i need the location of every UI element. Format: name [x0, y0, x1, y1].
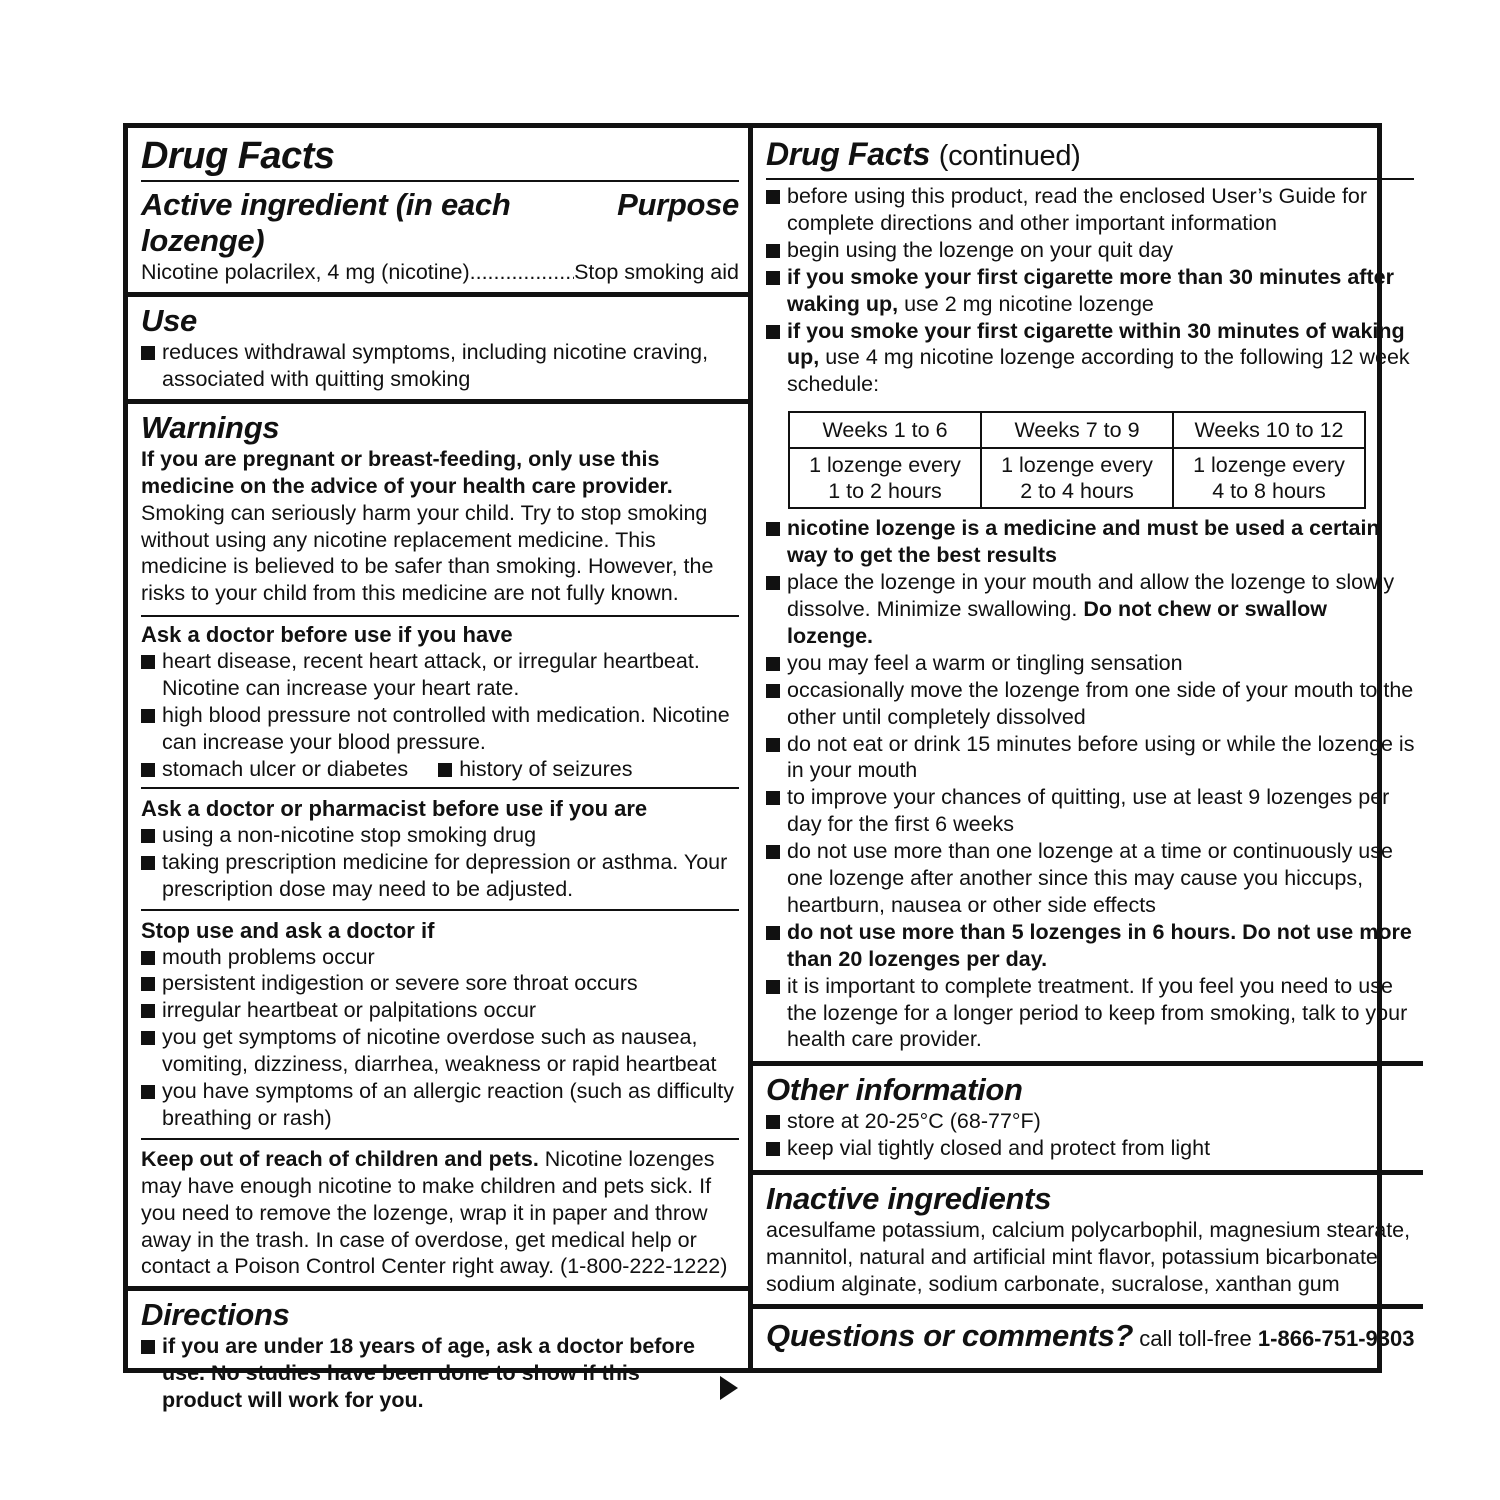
- list-item: persistent indigestion or severe sore throat occurs: [141, 970, 739, 997]
- ask-pharmacist-heading: Ask a doctor or pharmacist before use if you are: [141, 795, 648, 821]
- active-ingredient-purpose: Stop smoking aid: [574, 260, 739, 284]
- ask-doctor-list: [141, 648, 739, 783]
- list-item: if you smoke your first cigarette within 30 minutes of waking up, use 4 mg nicotine lozenge according to the following 12 week schedule:: [766, 318, 1414, 399]
- other-information-section: [753, 1061, 1423, 1170]
- phone-number: 1-866-751-9303: [1257, 1325, 1415, 1351]
- continued-label: (continued): [938, 140, 1081, 172]
- purpose-heading: Purpose: [617, 187, 739, 222]
- ask-doctor-inline-items: [141, 756, 739, 783]
- table-cell: 1 lozenge every 2 to 4 hours: [981, 448, 1173, 508]
- ask-pharmacist-list: [141, 822, 739, 903]
- pregnancy-warning: [141, 446, 739, 607]
- list-item: irregular heartbeat or palpitations occur: [141, 997, 739, 1024]
- use-heading: Use: [141, 303, 197, 338]
- directions-section: [128, 1286, 748, 1414]
- list-item: using a non-nicotine stop smoking drug: [141, 822, 739, 849]
- directions-list-b: [766, 515, 1414, 1053]
- other-information-list: [766, 1108, 1414, 1162]
- drug-facts-title-right: Drug Facts: [766, 136, 931, 172]
- questions-section: [753, 1304, 1423, 1368]
- left-column: [128, 128, 753, 1413]
- drug-facts-continued-title: [766, 134, 1414, 176]
- list-item: you get symptoms of nicotine overdose such as nausea, vomiting, dizziness, diarrhea, weakness or rapid heartbeat: [141, 1024, 739, 1078]
- keep-out-of-reach-text: Nicotine lozenges may have enough nicotine to make children and pets sick. If you need to remove the lozenge, wrap it in paper and throw away in the trash. In case of overdose, get medical help or contact a Poison Control Center right away. (1-800-222-1222): [141, 1146, 728, 1279]
- questions-text: call toll-free: [1133, 1325, 1258, 1351]
- drug-facts-panel: [123, 123, 1415, 1413]
- list-item: history of seizures: [438, 756, 632, 783]
- list-item: do not eat or drink 15 minutes before using or while the lozenge is in your mouth: [766, 731, 1414, 785]
- active-ingredient-heading: Active ingredient (in each lozenge): [141, 187, 511, 258]
- keep-out-of-reach-bold: Keep out of reach of children and pets.: [141, 1146, 539, 1171]
- questions-line: [766, 1318, 1414, 1359]
- keep-out-of-reach: [141, 1146, 739, 1281]
- directions-heading: Directions: [141, 1297, 290, 1333]
- inactive-ingredients-section: [753, 1170, 1423, 1304]
- list-item: if you smoke your first cigarette more than 30 minutes after waking up, use 2 mg nicotine lozenge: [766, 264, 1414, 318]
- table-cell: Weeks 10 to 12: [1173, 412, 1365, 448]
- list-item: mouth problems occur: [141, 944, 739, 971]
- list-item: heart disease, recent heart attack, or irregular heartbeat. Nicotine can increase your heart rate.: [141, 648, 739, 702]
- dosing-schedule-table: [788, 411, 1366, 509]
- list-item: it is important to complete treatment. If you feel you need to use the lozenge for a longer period to keep from smoking, talk to your health care provider.: [766, 973, 1414, 1054]
- list-item: to improve your chances of quitting, use at least 9 lozenges per day for the first 6 weeks: [766, 784, 1414, 838]
- stop-use-heading: Stop use and ask a doctor if: [141, 917, 435, 943]
- list-item: taking prescription medicine for depression or asthma. Your prescription dose may need to be adjusted.: [141, 849, 739, 903]
- list-item: you may feel a warm or tingling sensation: [766, 650, 1414, 677]
- list-item: high blood pressure not controlled with medication. Nicotine can increase your blood pressure.: [141, 702, 739, 756]
- stop-use-list: [141, 944, 739, 1132]
- directions-list-a: [766, 183, 1414, 398]
- use-list: [141, 339, 739, 393]
- table-row: [789, 448, 1365, 508]
- inactive-ingredients-text: acesulfame potassium, calcium polycarbophil, magnesium stearate, mannitol, natural and artificial mint flavor, potassium bicarbonate, sodium alginate, sodium carbonate, sucralose, xanthan gum: [766, 1218, 1411, 1296]
- list-item: do not use more than 5 lozenges in 6 hours. Do not use more than 20 lozenges per day.: [766, 919, 1414, 973]
- active-ingredient-name: Nicotine polacrilex, 4 mg (nicotine): [141, 260, 470, 284]
- list-item: place the lozenge in your mouth and allow the lozenge to slowly dissolve. Minimize swallowing. Do not chew or swallow lozenge.: [766, 569, 1414, 650]
- use-section: [128, 292, 748, 399]
- header-section: [128, 128, 748, 292]
- warnings-section: [128, 399, 748, 1287]
- list-item: if you are under 18 years of age, ask a doctor before use. No studies have been done to show if this product will work for you.: [141, 1333, 739, 1414]
- list-item: store at 20-25°C (68-77°F): [766, 1108, 1414, 1135]
- table-cell: Weeks 7 to 9: [981, 412, 1173, 448]
- list-item: reduces withdrawal symptoms, including nicotine craving, associated with quitting smoking: [141, 339, 739, 393]
- continue-arrow-icon: [720, 1376, 738, 1400]
- directions-continued-section: [753, 128, 1423, 1061]
- right-column: [753, 128, 1423, 1368]
- table-row: [789, 412, 1365, 448]
- list-item: occasionally move the lozenge from one side of your mouth to the other until completely dissolved: [766, 677, 1414, 731]
- pregnancy-warning-text: Smoking can seriously harm your child. Try to stop smoking without using any nicotine replacement medicine. This medicine is believed to be safer than smoking. However, the risks to your child from this medicine are not fully known.: [141, 500, 714, 606]
- other-information-heading: Other information: [766, 1072, 1023, 1108]
- list-item: do not use more than one lozenge at a time or continuously use one lozenge after another since this may cause you hiccups, heartburn, nausea or other side effects: [766, 838, 1414, 919]
- drug-facts-title: Drug Facts: [141, 135, 335, 177]
- leader-dots: [470, 259, 574, 286]
- active-ingredient-line: [141, 259, 739, 286]
- list-item: you have symptoms of an allergic reaction (such as difficulty breathing or rash): [141, 1078, 739, 1132]
- warnings-heading: Warnings: [141, 409, 280, 445]
- pregnancy-warning-bold: If you are pregnant or breast-feeding, only use this medicine on the advice of your health care provider.: [141, 446, 673, 498]
- list-item: begin using the lozenge on your quit day: [766, 237, 1414, 264]
- list-item: keep vial tightly closed and protect from light: [766, 1135, 1414, 1162]
- ask-doctor-heading: Ask a doctor before use if you have: [141, 622, 513, 648]
- inactive-ingredients-heading: Inactive ingredients: [766, 1181, 1052, 1217]
- questions-heading: Questions or comments?: [766, 1317, 1134, 1353]
- list-item: nicotine lozenge is a medicine and must be used a certain way to get the best results: [766, 515, 1414, 569]
- active-ingredient-header: [141, 187, 739, 259]
- list-item: before using this product, read the enclosed User’s Guide for complete directions and other important information: [766, 183, 1414, 237]
- directions-list: [141, 1333, 739, 1414]
- table-cell: 1 lozenge every 4 to 8 hours: [1173, 448, 1365, 508]
- list-item: stomach ulcer or diabetes: [141, 756, 408, 783]
- table-cell: Weeks 1 to 6: [789, 412, 981, 448]
- table-cell: 1 lozenge every 1 to 2 hours: [789, 448, 981, 508]
